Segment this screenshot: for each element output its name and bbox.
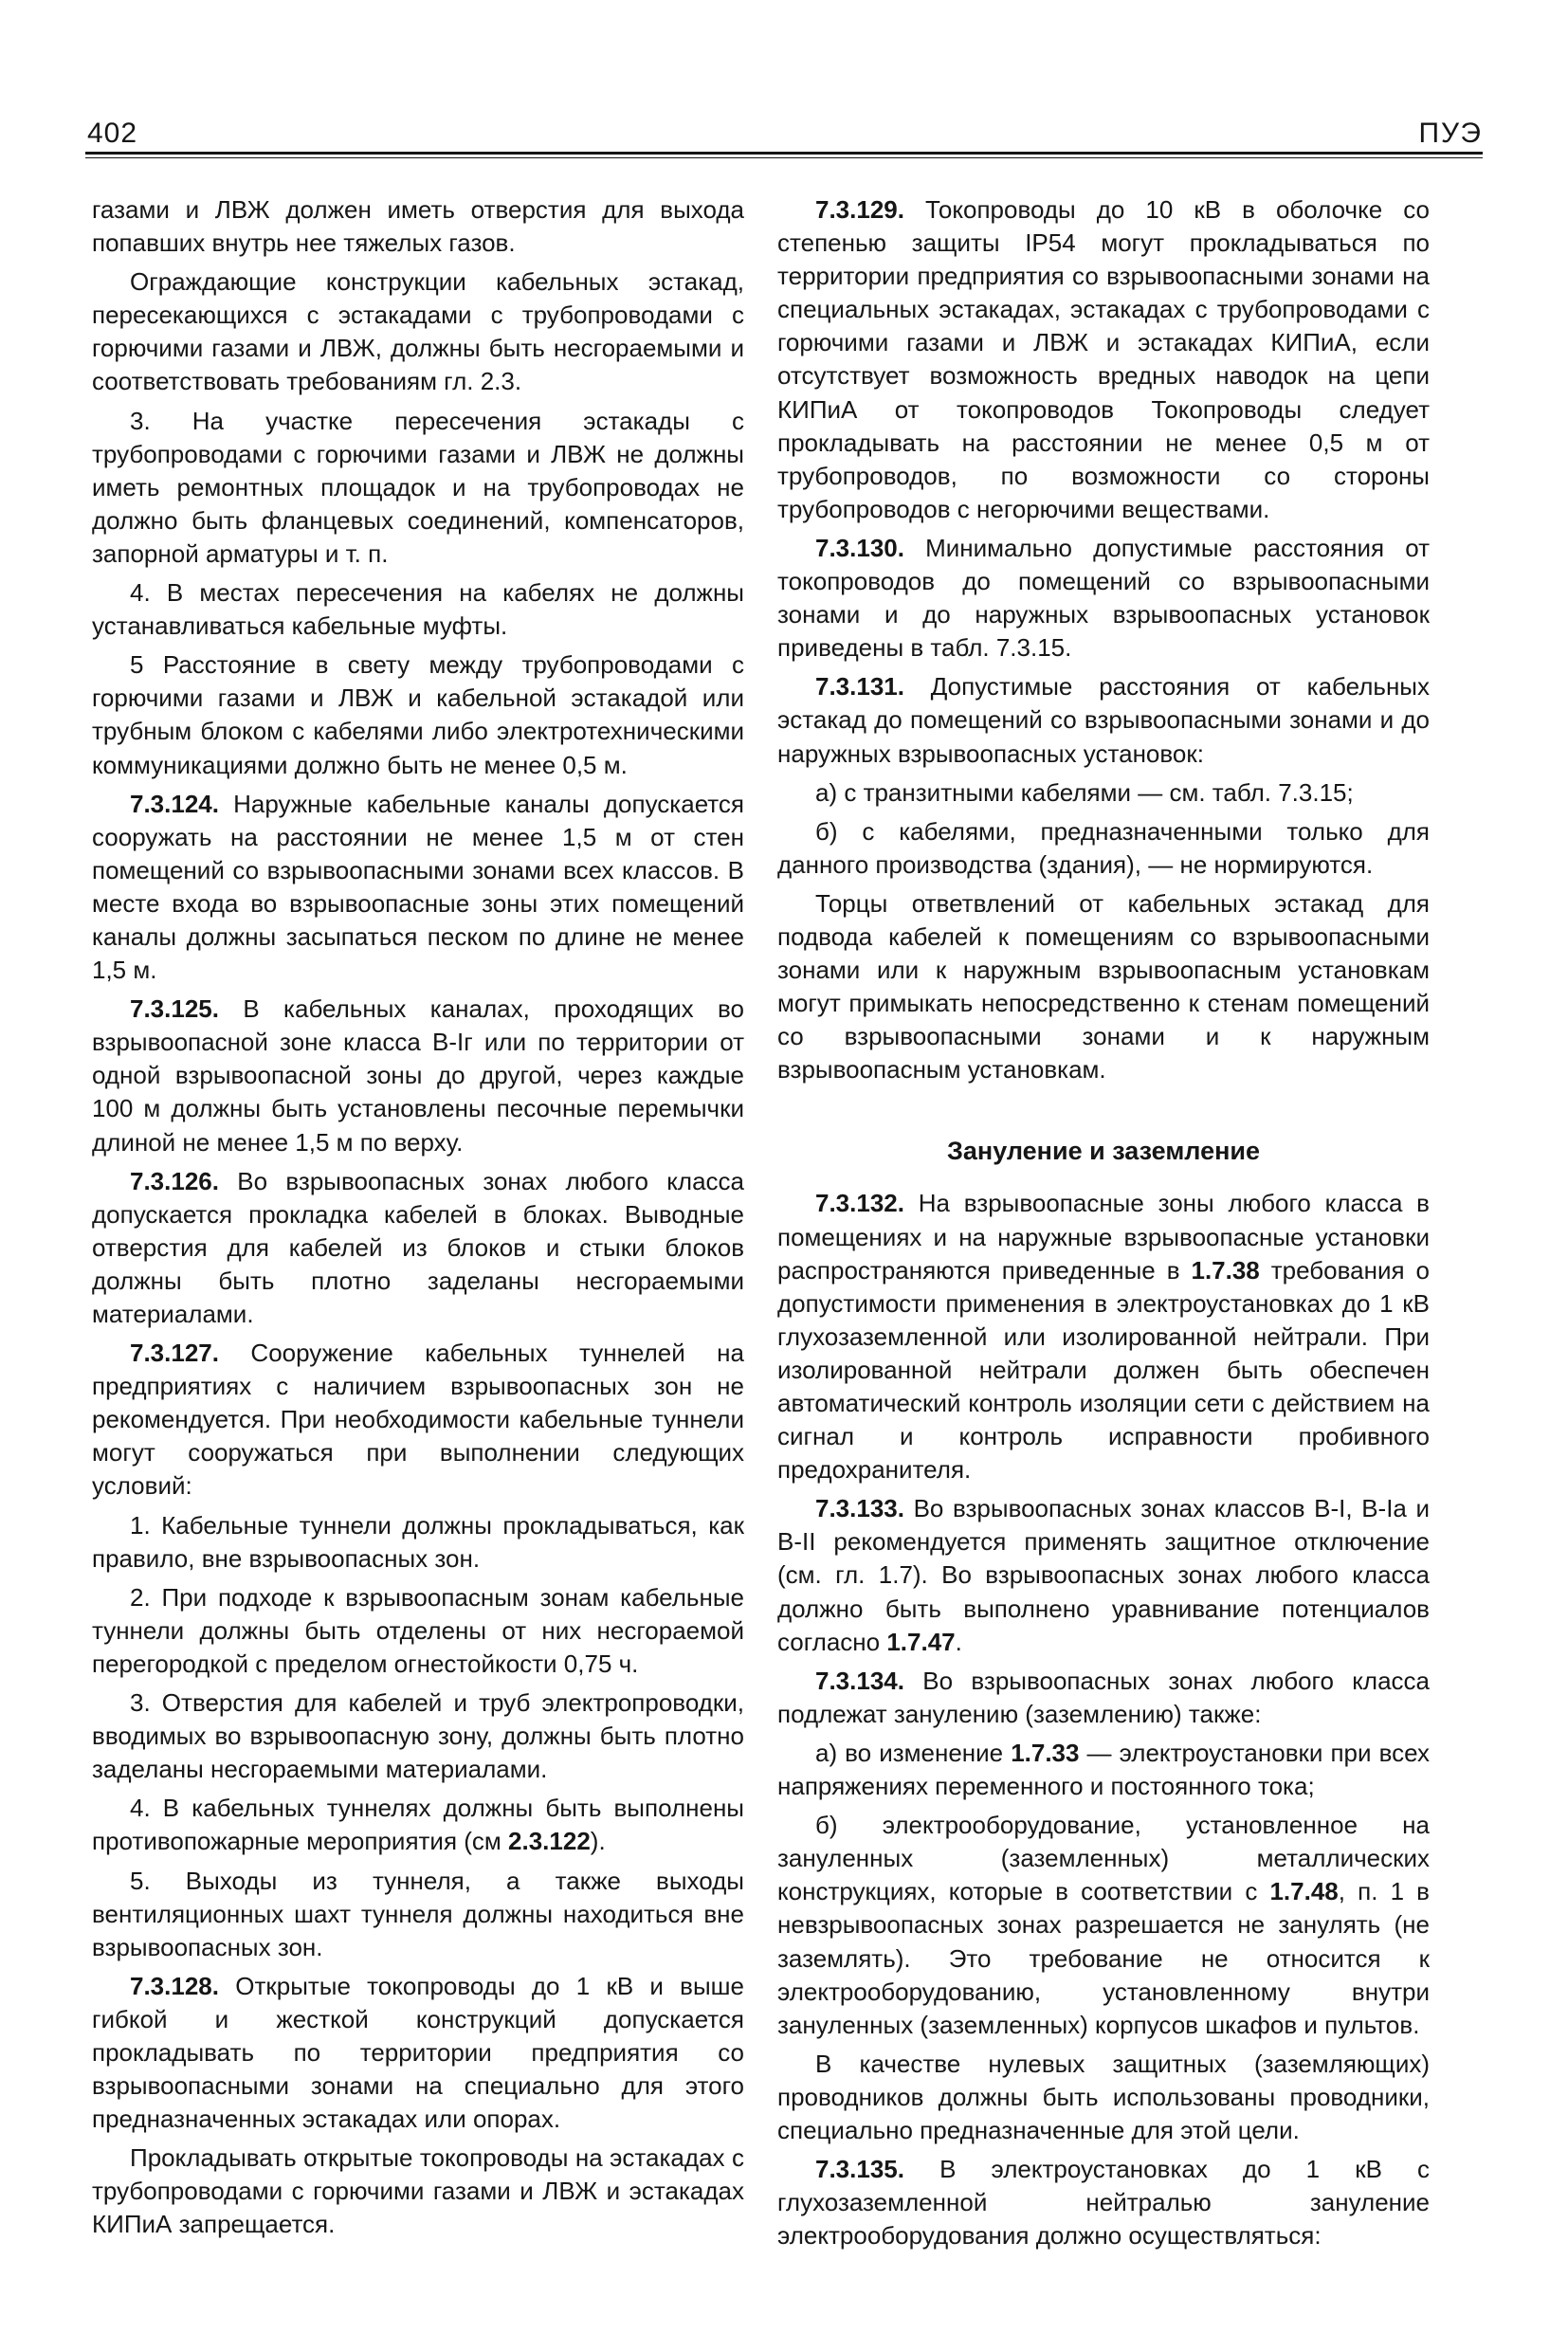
paragraph-text: В электроустановках до 1 кВ с глухозаземленной нейтралью зануление электрооборудования должно осуществляться: bbox=[777, 2155, 1430, 2251]
paragraph-text: а) с транзитными кабелями — см. табл. 7.3.15; bbox=[815, 777, 1354, 807]
clause-number: 7.3.133. bbox=[815, 1494, 904, 1523]
paragraph bbox=[92, 1686, 744, 1786]
paragraph-text: 3. На участке пересечения эстакады с трубопроводами с горючими газами и ЛВЖ не должны иметь ремонтных площадок и на трубопроводах не должно быть фланцевых соединений, компенсаторов, запорной арматуры и т. п. bbox=[92, 406, 744, 568]
left-text-column bbox=[92, 193, 744, 2248]
paragraph bbox=[777, 532, 1430, 665]
cross-reference: 1.7.38 bbox=[1191, 1255, 1260, 1285]
paragraph bbox=[777, 815, 1430, 882]
header-rule bbox=[85, 152, 1483, 155]
paragraph-text: 4. В кабельных туннелях должны быть выполнены противопожарные мероприятия (см bbox=[92, 1794, 744, 1856]
paragraph-text: В качестве нулевых защитных (заземляющих) проводников должны быть использованы проводники, специально предназначенные для этой цели. bbox=[777, 2049, 1430, 2144]
paragraph bbox=[92, 193, 744, 260]
paragraph bbox=[777, 2153, 1430, 2252]
paragraph-text: , п. 1 в невзрывоопасных зонах разрешается не занулять (не заземлять). Это требование не относится к электрооборудованию, установленному внутри зануленных (заземленных) корпусов шкафов и пультов. bbox=[777, 1877, 1430, 2039]
paragraph-text: газами и ЛВЖ должен иметь отверстия для выхода попавших внутрь нее тяжелых газов. bbox=[92, 195, 744, 258]
paragraph-text: 5 Расстояние в свету между трубопроводами с горючими газами и ЛВЖ и кабельной эстакадой или трубным блоком с кабелями либо электротехническими коммуникациями должно быть не менее 0,5 м. bbox=[92, 650, 744, 779]
paragraph-text: ). bbox=[590, 1827, 606, 1856]
paragraph bbox=[777, 1187, 1430, 1486]
right-text-column bbox=[777, 193, 1430, 2258]
paragraph-text: Минимально допустимые расстояния от токопроводов до помещений со взрывоопасными зонами и до наружных взрывоопасных установок приведены в табл. 7.3.15. bbox=[777, 533, 1430, 663]
running-title: ПУЭ bbox=[1418, 118, 1483, 149]
paragraph-text: 3. Отверстия для кабелей и труб электропроводки, вводимых во взрывоопасную зону, должны быть плотно заделаны несгораемыми материалами. bbox=[92, 1688, 744, 1784]
clause-number: 7.3.129. bbox=[815, 195, 904, 224]
paragraph-text: Сооружение кабельных туннелей на предприятиях с наличием взрывоопасных зон не рекомендуется. При необходимости кабельные туннели могут сооружаться при выполнении следующих условий: bbox=[92, 1339, 744, 1501]
paragraph-text: б) с кабелями, предназначенными только для данного производства (здания), — не нормируются. bbox=[777, 816, 1430, 879]
paragraph-text: Прокладывать открытые токопроводы на эстакадах с трубопроводами с горючими газами и ЛВЖ и эстакадах КИПиА запрещается. bbox=[92, 2143, 744, 2239]
paragraph-text: 4. В местах пересечения на кабелях не должны устанавливаться кабельные муфты. bbox=[92, 578, 744, 641]
paragraph bbox=[777, 776, 1430, 810]
paragraph bbox=[92, 1509, 744, 1576]
clause-number: 7.3.135. bbox=[815, 2155, 904, 2184]
paragraph-text: 2. При подходе к взрывоопасным зонам кабельные туннели должны быть отделены от них несгораемой перегородкой с пределом огнестойкости 0,75 ч. bbox=[92, 1582, 744, 1678]
paragraph-text: Ограждающие конструкции кабельных эстакад, пересекающихся с эстакадами с трубопроводами с горючими газами и ЛВЖ, должны быть несгораемыми и соответствовать требованиям гл. 2.3. bbox=[92, 267, 744, 396]
page-header bbox=[85, 112, 1483, 159]
paragraph-text: а) во изменение bbox=[815, 1738, 1012, 1767]
paragraph bbox=[777, 1737, 1430, 1803]
paragraph bbox=[92, 1165, 744, 1331]
clause-number: 7.3.126. bbox=[130, 1166, 219, 1195]
paragraph-text: требования о допустимости применения в электроустановках до 1 кВ глухозаземленной или изолированной нейтрали. При изолированной нейтрали должен быть обеспечен автоматический контроль изоляции сети с действием на сигнал и контроль исправности пробивного предохранителя. bbox=[777, 1255, 1430, 1485]
paragraph bbox=[92, 1792, 744, 1858]
paragraph-text: Во взрывоопасных зонах любого класса подлежат занулению (заземлению) также: bbox=[777, 1666, 1430, 1728]
paragraph-text: Токопроводы до 10 кВ в оболочке со степенью защиты IP54 могут прокладываться по территории предприятия со взрывоопасными зонами на специальных эстакадах, эстакадах с трубопроводами с горючими газами и ЛВЖ и эстакадах КИПиА, если отсутствует возможность вредных наводок на цепи КИПиА от токопроводов Токопроводы следует прокладывать на расстоянии не менее 0,5 м от трубопроводов, по возможности со стороны трубопроводов с негорючими веществами. bbox=[777, 195, 1430, 523]
cross-reference: 1.7.47 bbox=[886, 1627, 956, 1656]
paragraph-text: Допустимые расстояния от кабельных эстакад до помещений со взрывоопасными зонами и до наружных взрывоопасных установок: bbox=[777, 672, 1430, 768]
clause-number: 7.3.132. bbox=[815, 1189, 904, 1218]
paragraph bbox=[92, 788, 744, 988]
paragraph-text: Во взрывоопасных зонах любого класса допускается прокладка кабелей в блоках. Выводные отверстия для кабелей из блоков и стыки блоков должны быть плотно заделаны несгораемыми материалами. bbox=[92, 1166, 744, 1328]
cross-reference: 1.7.33 bbox=[1011, 1738, 1080, 1767]
paragraph-text: Во взрывоопасных зонах классов В-I, В-Iа и В-II рекомендуется применять защитное отключение (см. гл. 1.7). Во взрывоопасных зонах любого класса должно быть выполнено уравнивание потенциалов согласно bbox=[777, 1494, 1430, 1656]
paragraph-text: В кабельных каналах, проходящих во взрывоопасной зоне класса В-Iг или по территории от одной взрывоопасной зоны до другой, через каждые 100 м должны быть установлены песочные перемычки длиной не менее 1,5 м по верху. bbox=[92, 994, 744, 1157]
header-rule-thin bbox=[85, 157, 1483, 158]
page-number: 402 bbox=[87, 118, 138, 149]
paragraph bbox=[92, 576, 744, 643]
paragraph-text: б) электрооборудование, установленное на зануленных (заземленных) металлических конструкциях, которые в соответствии с bbox=[777, 1811, 1430, 1906]
paragraph-text: Открытые токопроводы до 1 кВ и выше гибкой и жесткой конструкций допускается прокладывать по территории предприятия со взрывоопасными зонами на специально для этого предназначенных эстакадах или опорах. bbox=[92, 1971, 744, 2134]
paragraph bbox=[92, 1970, 744, 2136]
paragraph bbox=[92, 405, 744, 571]
paragraph bbox=[777, 1492, 1430, 1658]
clause-number: 7.3.134. bbox=[815, 1666, 904, 1695]
clause-number: 7.3.125. bbox=[130, 994, 219, 1024]
paragraph bbox=[92, 1581, 744, 1681]
cross-reference: 2.3.122 bbox=[508, 1827, 591, 1856]
clause-number: 7.3.131. bbox=[815, 672, 904, 702]
paragraph bbox=[777, 670, 1430, 770]
paragraph bbox=[92, 1865, 744, 1964]
paragraph-text: Торцы ответвлений от кабельных эстакад для подвода кабелей к помещениям со взрывоопасными зонами или к наружным взрывоопасным установкам могут примыкать непосредственно к стенам помещений со взрывоопасными зонами и к наружным взрывоопасным установкам. bbox=[777, 888, 1430, 1084]
paragraph-text: 1. Кабельные туннели должны прокладываться, как правило, вне взрывоопасных зон. bbox=[92, 1510, 744, 1573]
clause-number: 7.3.130. bbox=[815, 533, 904, 562]
paragraph-text: . bbox=[955, 1627, 962, 1656]
paragraph bbox=[777, 887, 1430, 1087]
paragraph bbox=[92, 265, 744, 398]
paragraph bbox=[92, 993, 744, 1158]
clause-number: 7.3.128. bbox=[130, 1971, 219, 2000]
paragraph bbox=[777, 1665, 1430, 1731]
paragraph-text: — электроустановки при всех напряжениях переменного и постоянного тока; bbox=[777, 1738, 1430, 1801]
clause-number: 7.3.124. bbox=[130, 789, 219, 818]
paragraph-text: Наружные кабельные каналы допускается сооружать на расстоянии не менее 1,5 м от стен помещений со взрывоопасными зонами всех классов. В месте входа во взрывоопасные зоны этих помещений каналы должны засыпаться песком по длине не менее 1,5 м. bbox=[92, 789, 744, 985]
cross-reference: 1.7.48 bbox=[1269, 1877, 1339, 1906]
paragraph bbox=[92, 1337, 744, 1503]
paragraph bbox=[777, 2048, 1430, 2147]
paragraph-text: На взрывоопасные зоны любого класса в помещениях и на наружные взрывоопасные установки распространяются приведенные в bbox=[777, 1189, 1430, 1285]
paragraph-text: 5. Выходы из туннеля, а также выходы вентиляционных шахт туннеля должны находиться вне взрывоопасных зон. bbox=[92, 1866, 744, 1961]
paragraph bbox=[777, 193, 1430, 526]
paragraph bbox=[777, 1809, 1430, 2042]
paragraph bbox=[92, 2141, 744, 2241]
paragraph bbox=[92, 648, 744, 781]
clause-number: 7.3.127. bbox=[130, 1339, 219, 1368]
section-heading: Зануление и заземление bbox=[946, 1137, 1261, 1166]
